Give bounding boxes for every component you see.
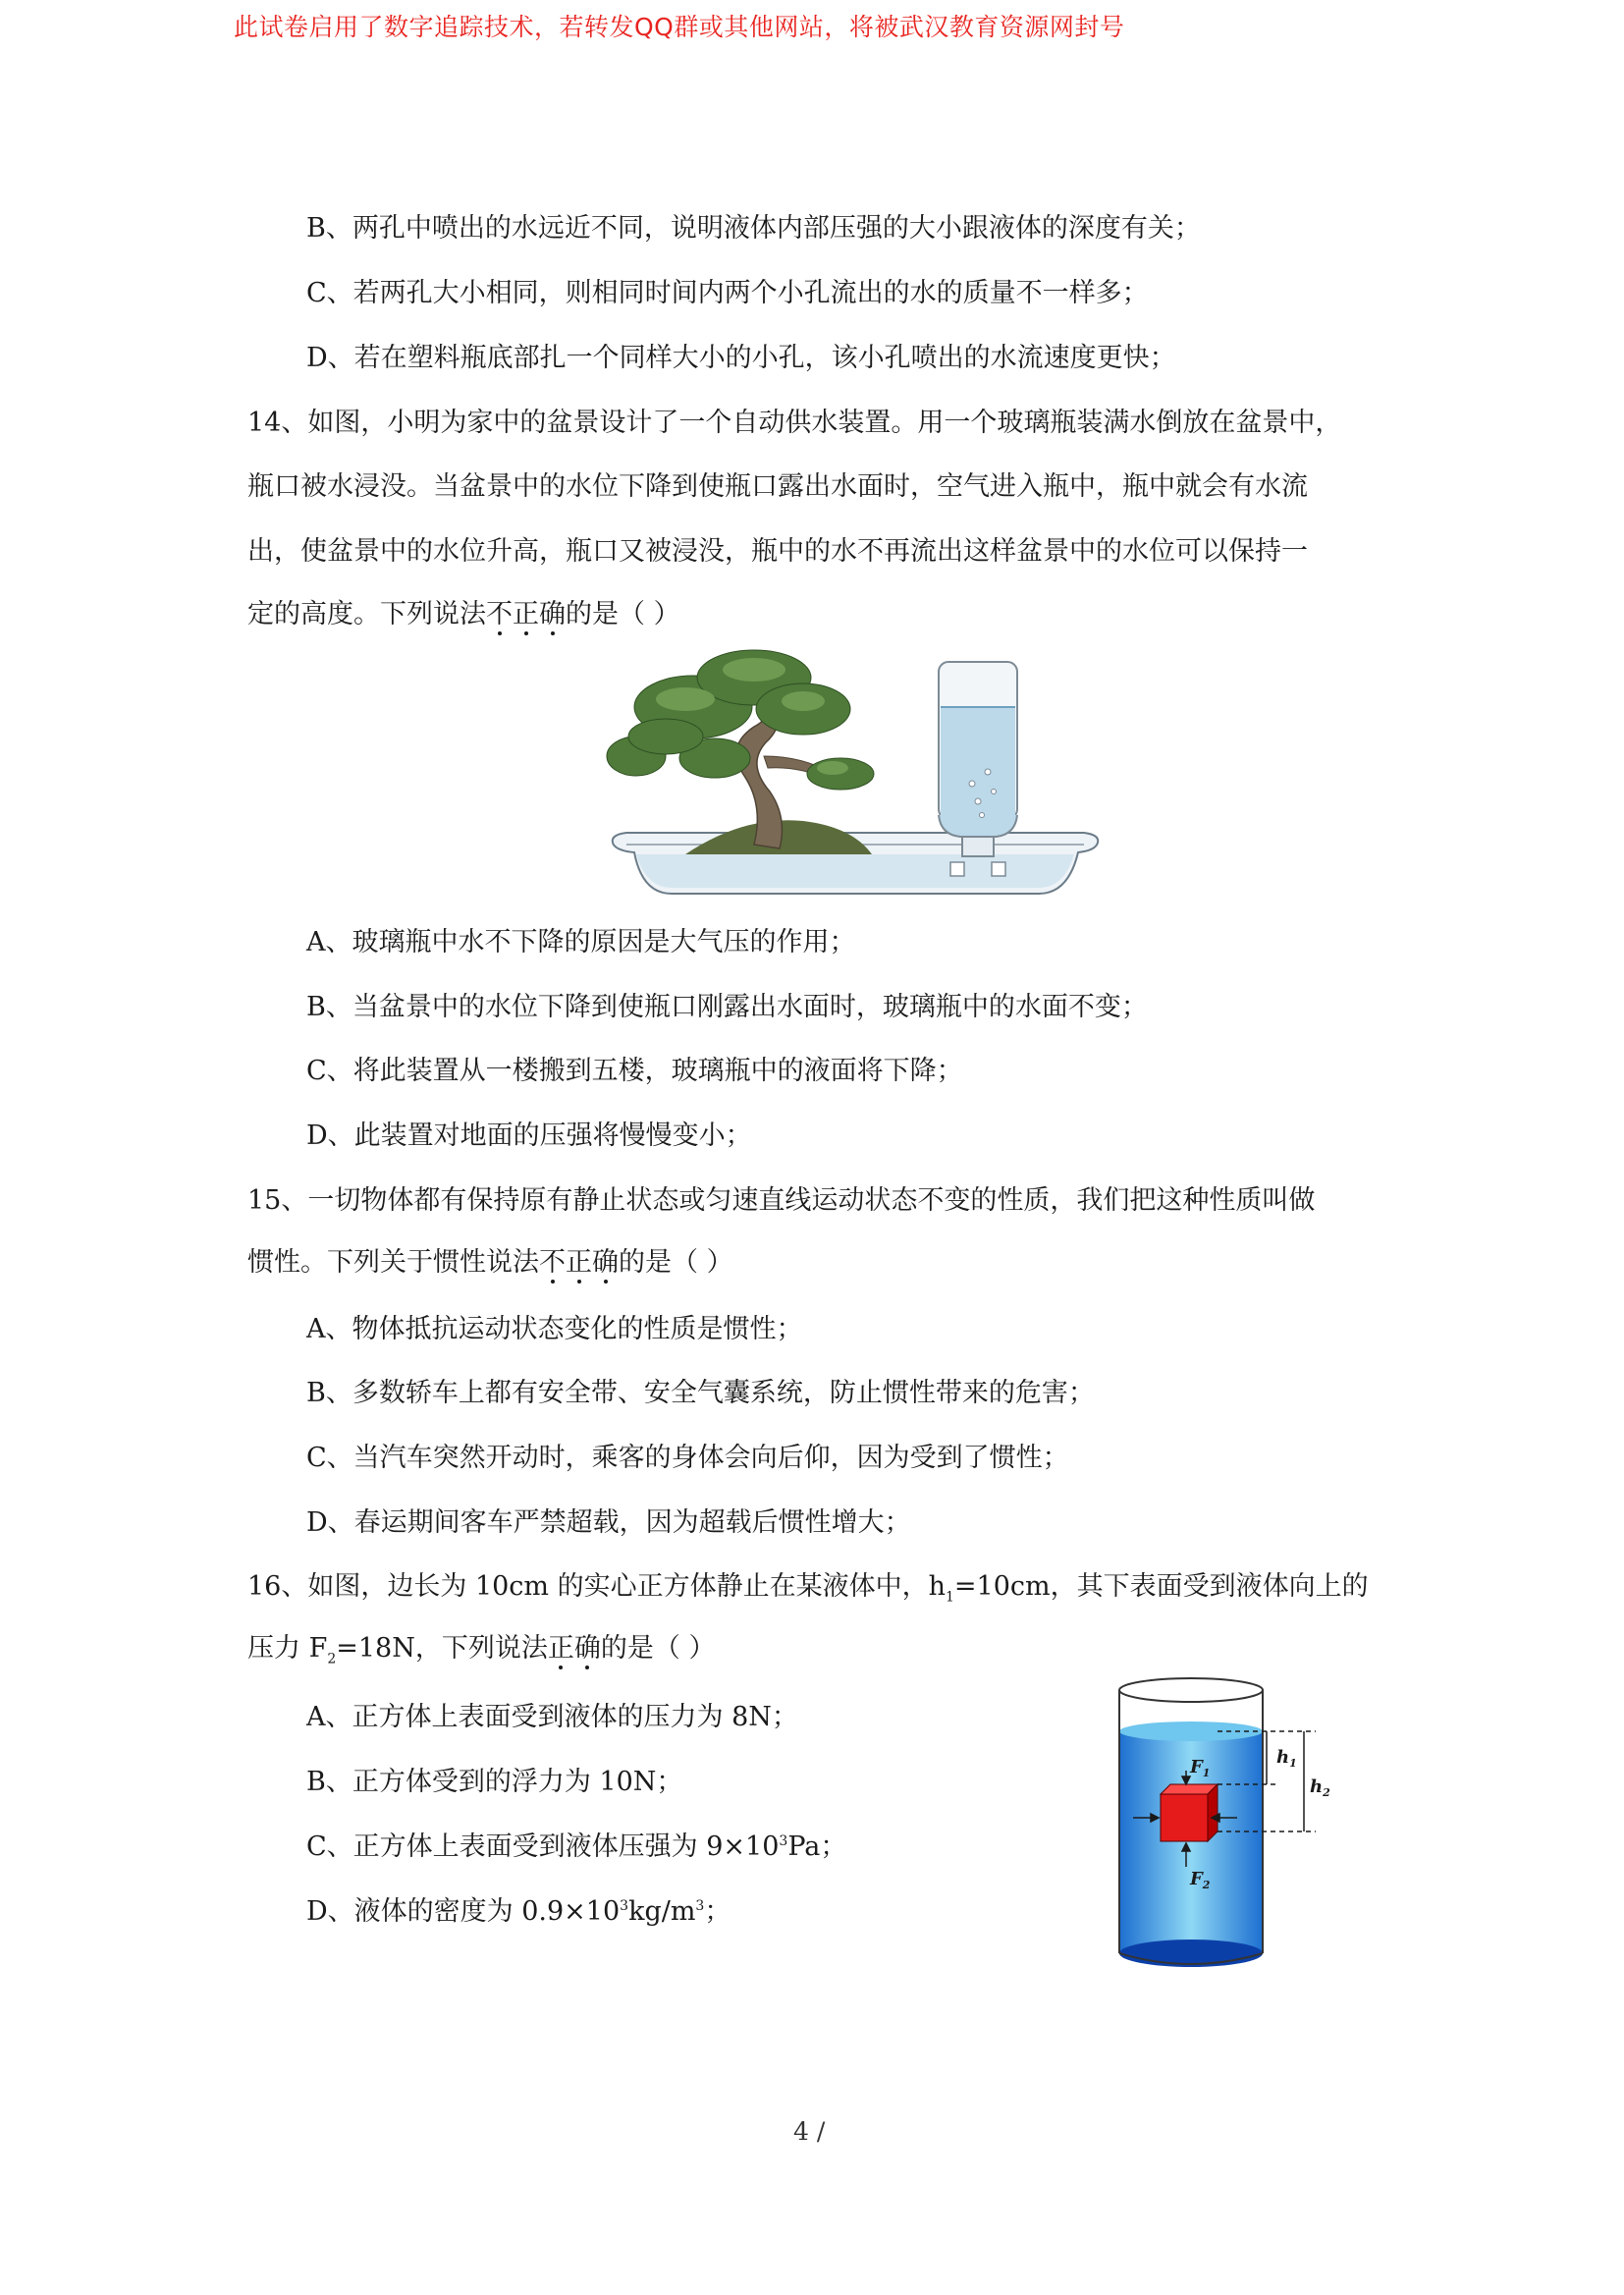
q16-stem-text: 压力 F [247, 1633, 328, 1664]
q16-option-b: B、正方体受到的浮力为 10N； [306, 1767, 683, 1797]
tray-water [636, 854, 1074, 888]
q14-stem-line4 [247, 601, 680, 628]
subscript: 2 [327, 1651, 337, 1667]
q14-option-c: C、将此装置从一楼搬到五楼，玻璃瓶中的液面将下降； [306, 1056, 963, 1086]
option-text: Pa； [787, 1831, 847, 1862]
page-number: 4 / [793, 2117, 826, 2146]
q15-stem-line2 [247, 1249, 733, 1276]
superscript: 3 [620, 1898, 629, 1914]
q14-stem-line1: 14、如图，小明为家中的盆景设计了一个自动供水装置。用一个玻璃瓶装满水倒放在盆景中， [247, 408, 1342, 438]
q15-option-a: A、物体抵抗运动状态变化的性质是惯性； [306, 1314, 803, 1344]
superscript: 3 [695, 1898, 705, 1914]
superscript: 3 [779, 1833, 788, 1849]
q15-option-c: C、当汽车突然开动时，乘客的身体会向后仰，因为受到了惯性； [306, 1443, 1069, 1473]
q14-option-d: D、此装置对地面的压强将慢慢变小； [306, 1120, 752, 1151]
q13-option-b: B、两孔中喷出的水远近不同，说明液体内部压强的大小跟液体的深度有关； [306, 213, 1201, 244]
emphasis-char: 不 [486, 599, 513, 629]
q15-stem-text: 惯性。下列关于惯性说法 [247, 1247, 539, 1278]
cube-in-liquid-figure [1110, 1674, 1330, 1969]
q13-option-d: D、若在塑料瓶底部扎一个同样大小的小孔，该小孔喷出的水流速度更快； [306, 343, 1176, 373]
emphasis-char: 确 [539, 599, 566, 629]
q14-option-a: A、玻璃瓶中水不下降的原因是大气压的作用； [306, 927, 856, 957]
q16-option-a: A、正方体上表面受到液体的压力为 8N； [306, 1702, 798, 1732]
q15-stem-line1: 15、一切物体都有保持原有静止状态或匀速直线运动状态不变的性质，我们把这种性质叫做 [247, 1185, 1316, 1216]
q14-stem-text: 定的高度。下列说法 [247, 599, 486, 629]
q16-option-c [306, 1833, 846, 1860]
q14-stem-line3: 出，使盆景中的水位升高，瓶口又被浸没，瓶中的水不再流出这样盆景中的水位可以保持一 [247, 536, 1308, 567]
label-f2: $F_2$ [1190, 1869, 1211, 1891]
bonsai-water-supply-figure [607, 648, 1104, 900]
emphasis-char: 确 [592, 1247, 619, 1278]
emphasis-char: 正 [566, 1247, 592, 1278]
q16-option-d [306, 1898, 731, 1925]
subscript: 1 [946, 1589, 954, 1606]
q14-stem-tail: 的是（ ） [566, 599, 680, 629]
emphasis-char: 不 [539, 1247, 566, 1278]
label-h2: $h_2$ [1310, 1776, 1330, 1799]
option-text: kg/m [628, 1896, 696, 1927]
option-text: ； [704, 1896, 731, 1927]
q16-stem-text: =18N，下列说法 [336, 1633, 548, 1664]
q15-option-d: D、春运期间客车严禁超载，因为超载后惯性增大； [306, 1507, 911, 1538]
q13-option-c: C、若两孔大小相同，则相同时间内两个小孔流出的水的质量不一样多； [306, 278, 1149, 308]
option-text: D、液体的密度为 0.9×10 [306, 1896, 621, 1927]
q14-option-b: B、当盆景中的水位下降到使瓶口刚露出水面时，玻璃瓶中的水面不变； [306, 992, 1148, 1022]
q16-stem-line1 [247, 1573, 1369, 1604]
q16-stem-text: =10cm，其下表面受到液体向上的 [953, 1571, 1369, 1602]
red-cube [1161, 1784, 1218, 1841]
q16-stem-line2 [247, 1635, 715, 1666]
q15-option-b: B、多数轿车上都有安全带、安全气囊系统，防止惯性带来的危害； [306, 1378, 1095, 1408]
q15-stem-tail: 的是（ ） [619, 1247, 733, 1278]
label-f1: $F_1$ [1190, 1757, 1211, 1779]
q14-stem-line2: 瓶口被水浸没。当盆景中的水位下降到使瓶口露出水面时，空气进入瓶中，瓶中就会有水流 [247, 471, 1308, 502]
emphasis-char: 确 [573, 1633, 601, 1664]
emphasis-char: 正 [513, 599, 539, 629]
option-text: C、正方体上表面受到液体压强为 9×10 [306, 1831, 780, 1862]
emphasis-char: 正 [547, 1633, 574, 1664]
q16-stem-text: 16、如图，边长为 10cm 的实心正方体静止在某液体中，h [247, 1571, 946, 1602]
q16-stem-tail: 的是（ ） [600, 1633, 716, 1664]
watermark-banner: 此试卷启用了数字追踪技术，若转发QQ群或其他网站，将被武汉教育资源网封号 [234, 13, 1125, 41]
label-h1: $h_1$ [1276, 1747, 1297, 1770]
